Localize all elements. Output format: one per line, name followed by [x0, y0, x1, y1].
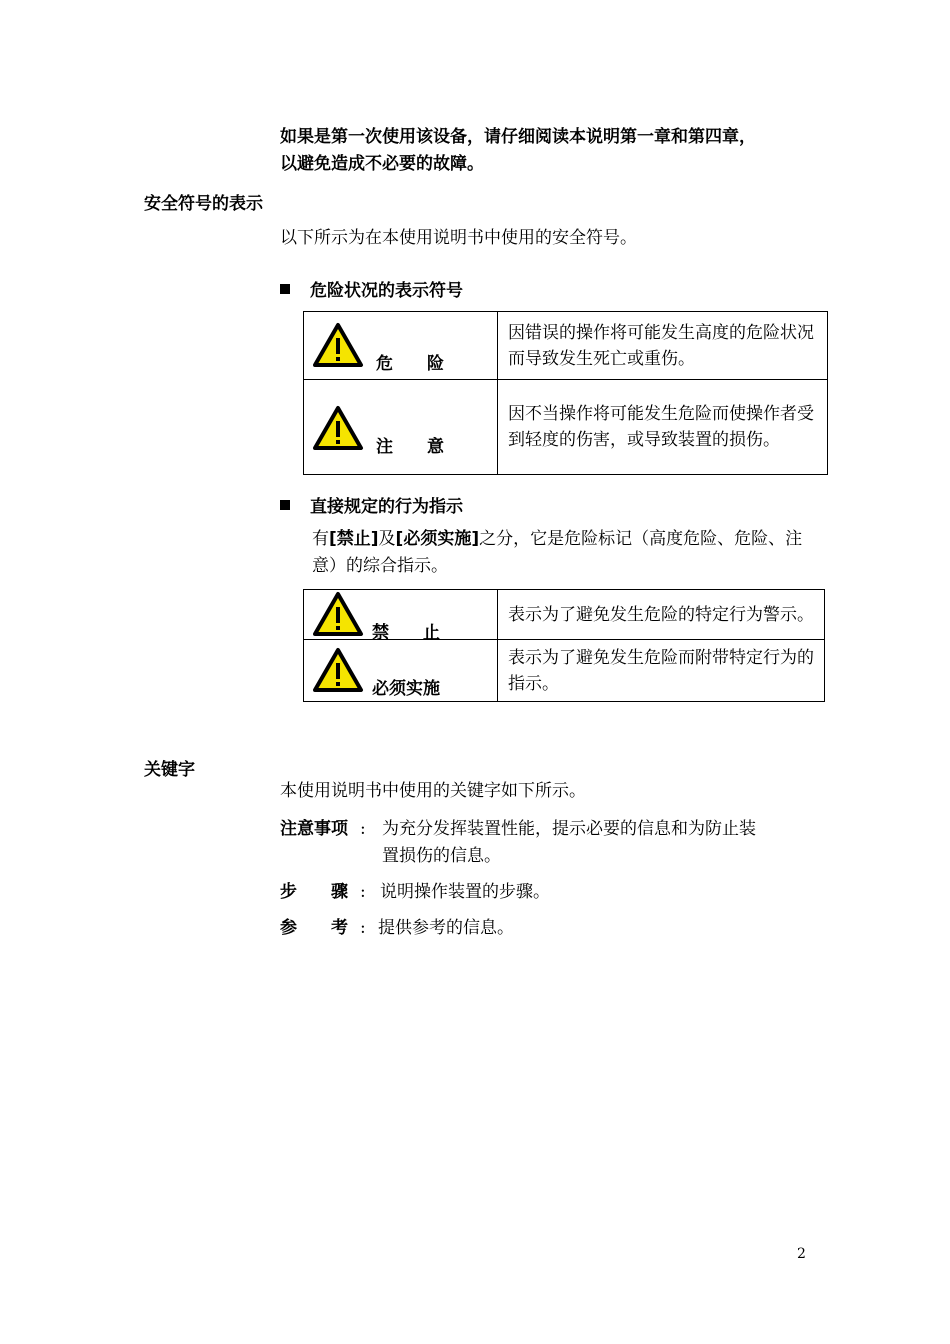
keyword-item-steps: [280, 879, 550, 906]
desc-prefix: 有: [312, 529, 329, 549]
table-row: [304, 380, 828, 475]
symbol-cell: [304, 640, 498, 702]
intro-line-2: 以避免造成不必要的故障。: [280, 154, 484, 174]
table-row: [304, 590, 825, 640]
keyword-term: 注意事项: [280, 819, 348, 839]
symbol-description: 表示为了避免发生危险而附带特定行为的指示。: [498, 640, 825, 702]
desc-mid: 及: [378, 529, 396, 549]
keywords-description: 本使用说明书中使用的关键字如下所示。: [280, 781, 586, 801]
danger-section-title: [280, 276, 463, 301]
keyword-text-cont: 置损伤的信息。: [382, 846, 501, 866]
symbol-description: 表示为了避免发生危险的特定行为警示。: [498, 590, 825, 640]
keyword-text: 提供参考的信息。: [378, 918, 514, 938]
symbol-label: 危 险: [376, 354, 444, 374]
danger-section-title-text: 危险状况的表示符号: [310, 281, 463, 301]
desc-bold-prohibit: [禁止]: [329, 529, 379, 549]
keyword-term: 参 考: [280, 918, 348, 938]
keyword-colon: :: [360, 819, 366, 839]
desc-rest: 之分，它是危险标记（高度危险、危险、注意）的综合指示。: [312, 529, 803, 576]
symbol-cell: [304, 590, 498, 643]
safety-heading: 安全符号的表示: [144, 194, 263, 214]
page-number: 2: [797, 1246, 806, 1262]
table-row: [304, 640, 825, 702]
direct-symbol-table: [303, 589, 825, 702]
keyword-term: 步 骤: [280, 882, 348, 902]
warning-triangle-icon: [312, 647, 364, 693]
direct-section-description: [312, 526, 812, 580]
symbol-description: 因错误的操作将可能发生高度的危险状况而导致发生死亡或重伤。: [498, 312, 828, 380]
safety-description: 以下所示为在本使用说明书中使用的安全符号。: [280, 228, 637, 248]
desc-bold-mandatory: [必须实施]: [395, 529, 480, 549]
warning-triangle-icon: [312, 322, 364, 368]
symbol-cell: [304, 312, 498, 380]
keywords-heading: 关键字: [144, 760, 195, 780]
symbol-label: 注 意: [376, 437, 444, 457]
square-bullet-icon: [280, 284, 290, 294]
warning-triangle-icon: [312, 591, 364, 637]
keyword-text: 说明操作装置的步骤。: [380, 882, 550, 902]
warning-triangle-icon: [312, 405, 364, 451]
direct-section-title-text: 直接规定的行为指示: [310, 497, 463, 517]
intro-line-1: 如果是第一次使用该设备，请仔细阅读本说明第一章和第四章，: [280, 127, 756, 147]
keyword-item-caution: [280, 816, 756, 870]
symbol-label: 禁 止: [372, 623, 440, 643]
keyword-colon: :: [360, 918, 366, 938]
intro-notice: [280, 124, 840, 178]
symbol-description: 因不当操作将可能发生危险而使操作者受到轻度的伤害，或导致装置的损伤。: [498, 380, 828, 475]
keyword-text: 为充分发挥装置性能，提示必要的信息和为防止装: [382, 819, 756, 839]
danger-symbol-table: [303, 311, 828, 475]
table-row: [304, 312, 828, 380]
symbol-cell: [304, 380, 498, 475]
direct-section-title: [280, 492, 463, 517]
square-bullet-icon: [280, 500, 290, 510]
symbol-label: 必须实施: [372, 679, 440, 699]
keyword-colon: :: [360, 882, 366, 902]
keyword-item-reference: [280, 915, 514, 942]
